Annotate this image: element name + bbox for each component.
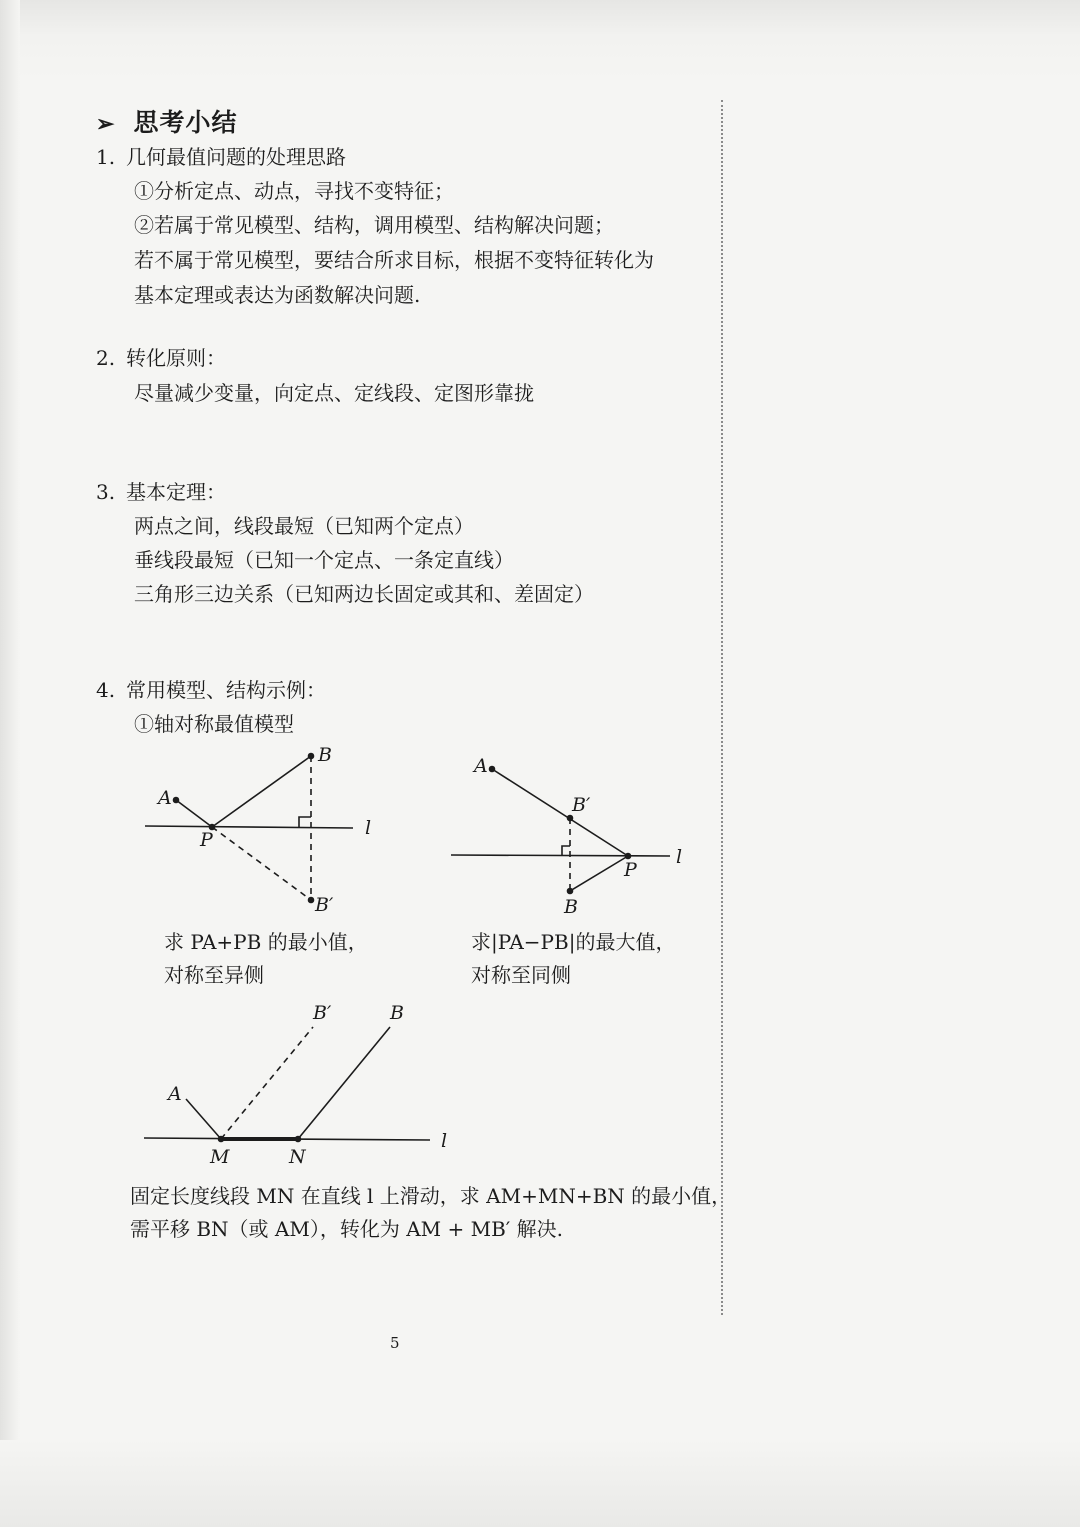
section-4-title-text: 常用模型、结构示例： <box>126 678 326 702</box>
fig1-point-B-prime <box>309 898 314 903</box>
fig2-right-angle-mark <box>562 846 570 855</box>
fig2-label-l: l <box>676 846 683 868</box>
section-2-number: 2. <box>96 346 116 370</box>
section-1-title-text: 几何最值问题的处理思路 <box>126 145 346 169</box>
page-number: 5 <box>390 1334 400 1352</box>
figure-3 <box>144 1027 430 1142</box>
fig1-segment-PB-prime <box>212 827 311 900</box>
arrow-bullet-icon: ➢ <box>96 111 116 137</box>
fig3-label-N: N <box>289 1146 306 1168</box>
fig2-line-l <box>451 855 670 856</box>
fig3-label-A: A <box>168 1083 182 1105</box>
fig1-label-B-prime: B′ <box>315 894 334 916</box>
section-3-line-1: 两点之间，线段最短（已知两个定点） <box>134 514 474 538</box>
fig1-label-B: B <box>318 744 332 766</box>
section-3-line-2: 垂线段最短（已知一个定点、一条定直线） <box>134 548 514 572</box>
fig3-segment-NB <box>298 1027 390 1139</box>
fig2-label-B-prime: B′ <box>572 794 591 816</box>
fig2-caption-line-2: 对称至同侧 <box>471 963 571 987</box>
fig2-segment-PB <box>570 856 628 891</box>
fig2-caption-line-1: 求|PA−PB|的最大值， <box>471 930 676 954</box>
fig1-label-A: A <box>158 787 172 809</box>
fig1-point-B <box>309 754 314 759</box>
section-1-line-3: 若不属于常见模型，要结合所求目标，根据不变特征转化为 <box>134 248 654 272</box>
section-2-title-text: 转化原则： <box>126 346 226 370</box>
fig2-point-B <box>568 889 573 894</box>
section-3-number: 3. <box>96 480 116 504</box>
section-1-line-1: ①分析定点、动点，寻找不变特征； <box>134 179 454 203</box>
fig3-label-B: B <box>390 1002 404 1024</box>
fig1-line-l <box>145 826 353 828</box>
section-4-line-1: ①轴对称最值模型 <box>134 712 294 736</box>
fig3-point-M <box>219 1137 224 1142</box>
section-2-line-1: 尽量减少变量，向定点、定线段、定图形靠拢 <box>134 381 534 405</box>
fig1-right-angle-mark <box>299 817 311 828</box>
fig2-label-A: A <box>474 755 488 777</box>
fig3-label-l: l <box>441 1130 448 1152</box>
fig2-point-P <box>626 854 631 859</box>
fig2-point-A <box>490 767 495 772</box>
section-4-number: 4. <box>96 678 116 702</box>
fig1-label-l: l <box>365 817 372 839</box>
fig3-caption-line-1: 固定长度线段 MN 在直线 l 上滑动，求 AM+MN+BN 的最小值， <box>130 1184 732 1208</box>
heading-title: 思考小结 <box>133 108 238 137</box>
fig1-point-A <box>174 798 179 803</box>
fig3-label-M: M <box>210 1146 230 1168</box>
figure-2 <box>451 767 670 894</box>
fig1-caption-line-2: 对称至异侧 <box>164 963 264 987</box>
fig2-label-B: B <box>564 896 578 918</box>
section-3-line-3: 三角形三边关系（已知两边长固定或其和、差固定） <box>134 582 594 606</box>
fig3-point-N <box>296 1137 301 1142</box>
fig2-segment-AP <box>492 769 628 856</box>
section-1-line-2: ②若属于常见模型、结构，调用模型、结构解决问题； <box>134 213 614 237</box>
fig1-caption-line-1: 求 PA+PB 的最小值， <box>164 930 368 954</box>
section-3-title-text: 基本定理： <box>126 480 226 504</box>
fig1-label-P: P <box>200 829 213 851</box>
fig3-label-B-prime: B′ <box>313 1002 332 1024</box>
figure-1 <box>145 754 353 903</box>
fig3-segment-AM <box>186 1099 221 1139</box>
section-1-line-4: 基本定理或表达为函数解决问题. <box>134 283 421 307</box>
fig1-segment-PB <box>212 756 311 827</box>
section-1-number: 1. <box>96 145 116 169</box>
fig2-point-B-prime <box>568 816 573 821</box>
fig2-label-P: P <box>624 859 637 881</box>
fig3-segment-MB-prime <box>221 1027 313 1139</box>
fig1-segment-AP <box>176 800 212 827</box>
fig3-caption-line-2: 需平移 BN（或 AM），转化为 AM + MB′ 解决. <box>130 1217 564 1241</box>
